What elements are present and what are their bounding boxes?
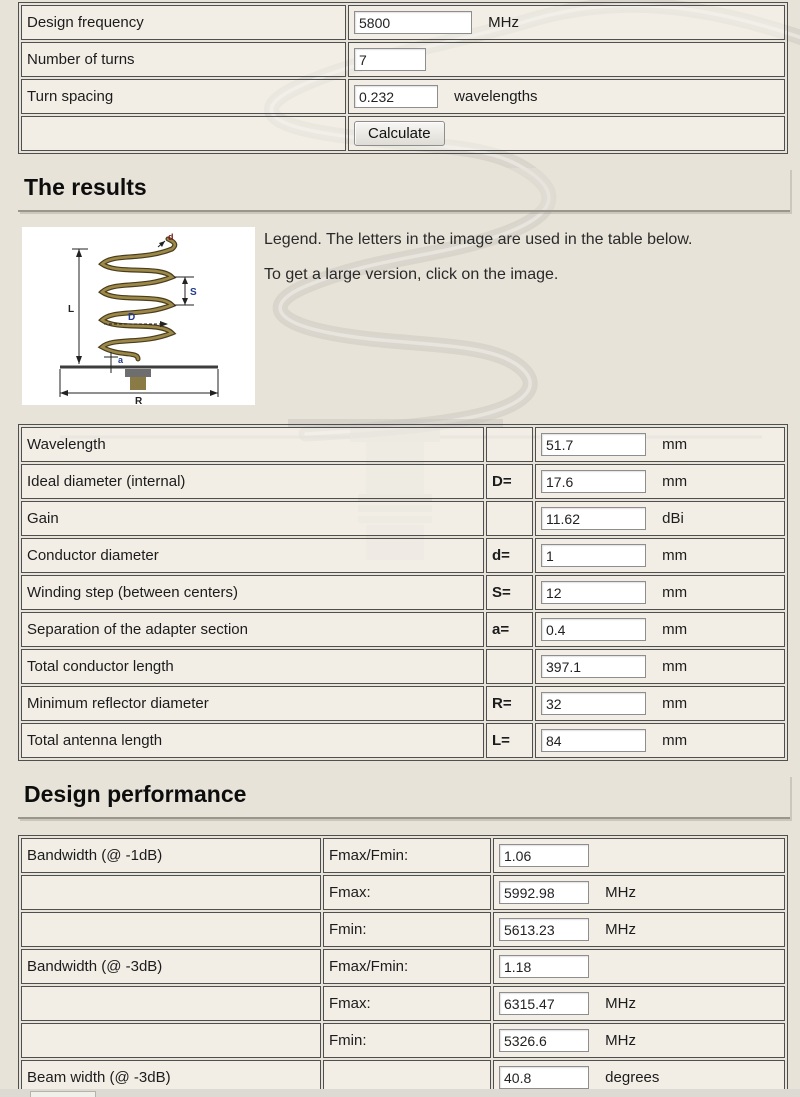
perf-param-label: Fmax/Fmin: <box>323 838 491 873</box>
perf-param-label: Fmax: <box>323 986 491 1021</box>
unit-label: wavelengths <box>454 88 538 105</box>
calculate-button[interactable]: Calculate <box>354 121 445 146</box>
result-row-label: Wavelength <box>21 427 484 462</box>
diagram-label-S: S <box>190 287 197 298</box>
perf-row-label <box>21 912 321 947</box>
legend-image[interactable] <box>22 227 255 405</box>
unit-label: MHz <box>605 884 636 901</box>
bw1-ratio-input[interactable] <box>499 844 589 867</box>
result-row-label: Ideal diameter (internal) <box>21 464 484 499</box>
result-row-label: Minimum reflector diameter <box>21 686 484 721</box>
input-row-label: Design frequency <box>21 5 346 40</box>
results-heading: The results <box>18 168 790 212</box>
winding-step-value-input[interactable] <box>541 581 646 604</box>
perf-row-label <box>21 875 321 910</box>
result-letter: S= <box>486 575 533 610</box>
table-row <box>21 949 785 984</box>
adapter-separation-value-input[interactable] <box>541 618 646 641</box>
result-row-label: Conductor diameter <box>21 538 484 573</box>
unit-label: degrees <box>605 1069 660 1086</box>
perf-param-label: Fmax: <box>323 875 491 910</box>
input-row-label: Number of turns <box>21 42 346 77</box>
table-row <box>21 538 785 573</box>
result-letter: L= <box>486 723 533 758</box>
result-letter <box>486 649 533 684</box>
table-row <box>21 686 785 721</box>
unit-label: MHz <box>488 14 519 31</box>
table-row <box>21 5 785 40</box>
bw1-fmax-input[interactable] <box>499 881 589 904</box>
result-letter: d= <box>486 538 533 573</box>
table-row <box>21 116 785 151</box>
unit-label: mm <box>662 621 688 638</box>
performance-table <box>18 835 788 1097</box>
perf-row-label <box>21 986 321 1021</box>
table-row <box>21 79 785 114</box>
unit-label: mm <box>662 658 688 675</box>
table-row <box>21 612 785 647</box>
wavelength-value-input[interactable] <box>541 433 646 456</box>
table-row <box>21 501 785 536</box>
result-row-label: Total conductor length <box>21 649 484 684</box>
gain-value-input[interactable] <box>541 507 646 530</box>
result-row-label: Winding step (between centers) <box>21 575 484 610</box>
table-row <box>21 649 785 684</box>
conductor-diameter-value-input[interactable] <box>541 544 646 567</box>
unit-label: MHz <box>605 921 636 938</box>
table-row <box>21 1023 785 1058</box>
diagram-label-a: a <box>118 355 124 365</box>
cutoff-element <box>30 1091 96 1097</box>
table-row <box>21 875 785 910</box>
ideal-diameter-value-input[interactable] <box>541 470 646 493</box>
legend-text-line2: To get a large version, click on the image. <box>264 266 559 283</box>
input-row-label: Turn spacing <box>21 79 346 114</box>
design-frequency-input[interactable] <box>354 11 472 34</box>
bw3-ratio-input[interactable] <box>499 955 589 978</box>
turn-spacing-input[interactable] <box>354 85 438 108</box>
bw1-fmin-input[interactable] <box>499 918 589 941</box>
result-letter <box>486 501 533 536</box>
bw3-fmax-input[interactable] <box>499 992 589 1015</box>
unit-label: MHz <box>605 995 636 1012</box>
unit-label: mm <box>662 732 688 749</box>
conductor-length-value-input[interactable] <box>541 655 646 678</box>
result-row-label: Gain <box>21 501 484 536</box>
result-row-label: Total antenna length <box>21 723 484 758</box>
result-letter: R= <box>486 686 533 721</box>
unit-label: mm <box>662 473 688 490</box>
perf-param-label: Fmax/Fmin: <box>323 949 491 984</box>
perf-row-label: Beam width (@ -3dB) <box>21 1060 321 1095</box>
input-form-table <box>18 2 788 154</box>
helix-diagram <box>22 227 255 405</box>
perf-row-label <box>21 1023 321 1058</box>
number-of-turns-input[interactable] <box>354 48 426 71</box>
perf-row-label: Bandwidth (@ -3dB) <box>21 949 321 984</box>
table-row <box>21 912 785 947</box>
results-table <box>18 424 788 761</box>
unit-label: mm <box>662 695 688 712</box>
diagram-label-R: R <box>135 396 143 405</box>
result-letter: a= <box>486 612 533 647</box>
table-row <box>21 575 785 610</box>
antenna-length-value-input[interactable] <box>541 729 646 752</box>
table-row <box>21 986 785 1021</box>
table-row <box>21 427 785 462</box>
perf-param-label: Fmin: <box>323 1023 491 1058</box>
legend-text-line1: Legend. The letters in the image are used in the table below. <box>264 231 693 248</box>
bw3-fmin-input[interactable] <box>499 1029 589 1052</box>
perf-row-label: Bandwidth (@ -1dB) <box>21 838 321 873</box>
table-row <box>21 723 785 758</box>
page-bottom-strip <box>0 1089 800 1097</box>
result-letter <box>486 427 533 462</box>
unit-label: mm <box>662 547 688 564</box>
unit-label: mm <box>662 436 688 453</box>
unit-label: dBi <box>662 510 684 527</box>
result-row-label: Separation of the adapter section <box>21 612 484 647</box>
diagram-label-d: d <box>168 232 174 242</box>
performance-heading: Design performance <box>18 775 790 819</box>
table-row <box>21 42 785 77</box>
unit-label: MHz <box>605 1032 636 1049</box>
diagram-label-D: D <box>128 312 136 323</box>
unit-label: mm <box>662 584 688 601</box>
table-row <box>21 838 785 873</box>
reflector-diameter-value-input[interactable] <box>541 692 646 715</box>
result-letter: D= <box>486 464 533 499</box>
diagram-label-L: L <box>68 304 75 315</box>
beamwidth-input[interactable] <box>499 1066 589 1089</box>
table-row <box>21 464 785 499</box>
perf-param-label: Fmin: <box>323 912 491 947</box>
